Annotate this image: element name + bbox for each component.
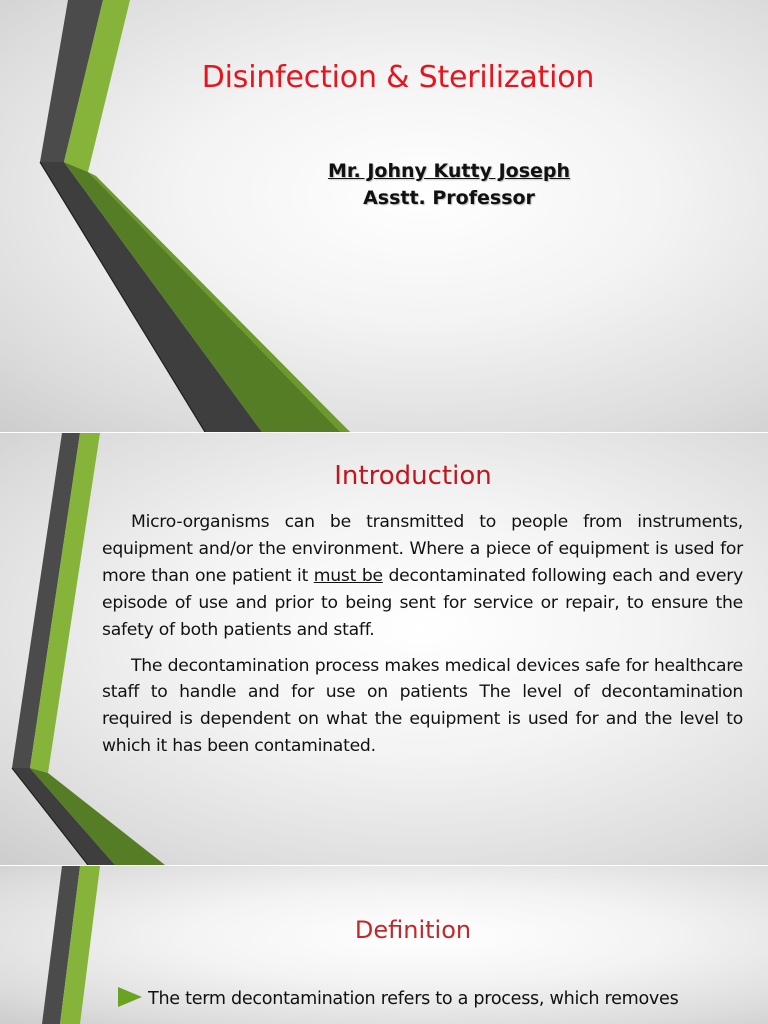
triangle-arrow-icon xyxy=(118,987,142,1007)
slide-introduction xyxy=(0,433,768,865)
paragraph-1: Micro-organisms can be transmitted to people from instruments, equipment and/or the environment. Where a piece of equipment is used for more than one patient it must be decontaminated following each and every episode of use and prior to being sent for service or repair, to ensure the safety of both patients and staff. xyxy=(102,512,743,640)
author-name: Mr. Johny Kutty Joseph xyxy=(327,160,571,182)
emphasis-text: must be xyxy=(313,565,383,586)
slide-body xyxy=(102,509,743,769)
slide-title xyxy=(0,0,768,432)
paragraph-2: The decontamination process makes medical devices safe for healthcare staff to handle and for use on patients The level of decontamination required is dependent on what the equipment is used for and the level to which it has been contaminated. xyxy=(102,655,743,757)
bullet-item: The term decontamination refers to a process, which removes xyxy=(118,986,758,1013)
slide-heading: Definition xyxy=(354,916,472,944)
author-title: Asstt. Professor xyxy=(363,187,535,209)
slide-title-text: Disinfection & Sterilization xyxy=(201,60,595,95)
slide-definition xyxy=(0,866,768,1024)
slide-heading: Introduction xyxy=(334,461,492,491)
